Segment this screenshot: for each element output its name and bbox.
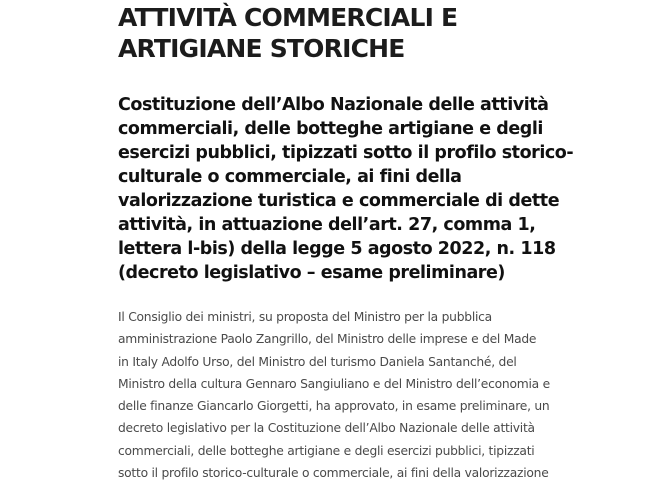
subtitle-line: attività, in attuazione dell’art. 27, comma 1, xyxy=(118,215,536,235)
section-title-line: ATTIVITÀ COMMERCIALI E xyxy=(118,3,458,32)
body-line: Ministro della cultura Gennaro Sangiuliano e del Ministro dell’economia e xyxy=(118,376,550,391)
subtitle-line: lettera l-bis) della legge 5 agosto 2022, n. 118 xyxy=(118,239,556,259)
subtitle-line: Costituzione dell’Albo Nazionale delle attività xyxy=(118,95,549,115)
body-line: decreto legislativo per la Costituzione dell’Albo Nazionale delle attività xyxy=(118,421,535,436)
subtitle-line: culturale o commerciale, ai fini della xyxy=(118,167,462,187)
article-subtitle xyxy=(118,93,663,285)
body-line: in Italy Adolfo Urso, del Ministro del turismo Daniela Santanché, del xyxy=(118,354,517,369)
section-title xyxy=(118,2,658,64)
body-line: Il Consiglio dei ministri, su proposta del Ministro per la pubblica xyxy=(118,310,492,324)
body-line: amministrazione Paolo Zangrillo, del Ministro delle imprese e del Made xyxy=(118,332,537,347)
section-title-line: ARTIGIANE STORICHE xyxy=(118,34,405,63)
body-line: commerciali, delle botteghe artigiane e degli esercizi pubblici, tipizzati xyxy=(118,443,535,458)
subtitle-line: valorizzazione turistica e commerciale di dette xyxy=(118,191,560,211)
subtitle-line: esercizi pubblici, tipizzati sotto il profilo storico- xyxy=(118,143,574,163)
body-line: delle finanze Giancarlo Giorgetti, ha approvato, in esame preliminare, un xyxy=(118,399,550,414)
subtitle-line: (decreto legislativo – esame preliminare) xyxy=(118,263,505,283)
subtitle-line: commerciali, delle botteghe artigiane e degli xyxy=(118,119,543,139)
article-body-paragraph xyxy=(118,306,666,484)
body-line: sotto il profilo storico-culturale o commerciale, ai fini della valorizzazione xyxy=(118,466,549,481)
